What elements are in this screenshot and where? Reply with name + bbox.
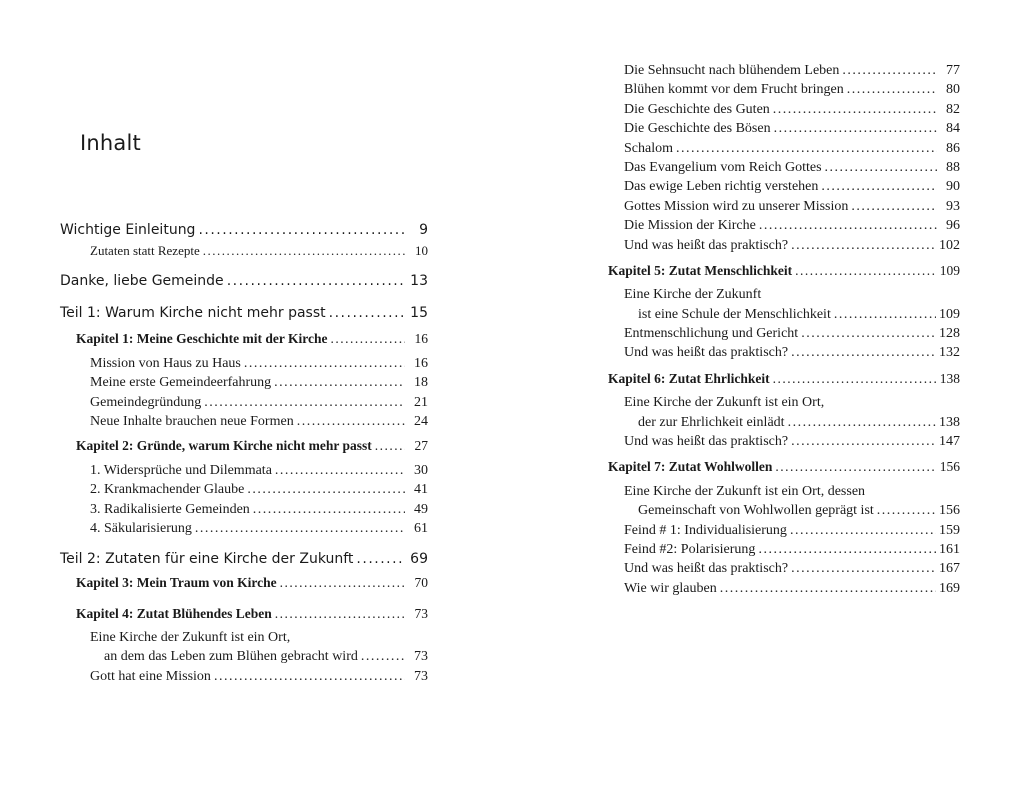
toc-entry [60, 667, 428, 686]
dot-leader [791, 559, 936, 578]
toc-entry-title: Kapitel 3: Mein Traum von Kirche [76, 575, 277, 591]
toc-page-number: 90 [946, 179, 960, 195]
toc-entry [608, 413, 960, 432]
toc-entry-title: Gemeinschaft von Wohlwollen geprägt ist [638, 503, 874, 519]
toc-page-number: 167 [939, 561, 960, 577]
toc-chapter-entry [608, 457, 960, 476]
toc-entry [608, 216, 960, 235]
dot-leader [375, 436, 405, 455]
toc-chapter-entry [60, 329, 428, 348]
toc-entry-title: Kapitel 1: Meine Geschichte mit der Kirche [76, 331, 328, 347]
toc-chapter-entry [608, 261, 960, 280]
toc-page-number: 159 [939, 522, 960, 538]
dot-leader [330, 329, 405, 348]
toc-entry-title: 1. Widersprüche und Dilemmata [90, 462, 272, 478]
toc-entry [608, 61, 960, 80]
toc-entry-title: an dem das Leben zum Blühen gebracht wird [104, 649, 358, 665]
dot-leader [773, 100, 937, 119]
toc-entry [608, 305, 960, 324]
toc-page-number: 102 [939, 237, 960, 253]
dot-leader [214, 667, 405, 686]
dot-leader [877, 501, 936, 520]
toc-page-number: 138 [939, 414, 960, 430]
toc-entry-title: Und was heißt das praktisch? [624, 434, 789, 450]
toc-page-number: 109 [939, 306, 960, 322]
toc-entry-title: Die Geschichte des Guten [624, 101, 770, 117]
dot-leader [825, 158, 937, 177]
toc-part-entry [60, 270, 428, 292]
toc-entry [608, 579, 960, 598]
toc-page-number: 109 [939, 262, 960, 278]
toc-entry [60, 373, 428, 392]
toc-part-entry [60, 219, 428, 241]
toc-left-column [60, 219, 428, 686]
toc-entry-title: Die Sehnsucht nach blühendem Leben [624, 63, 840, 78]
dot-leader [791, 236, 936, 255]
toc-entry-title: Teil 2: Zutaten für eine Kirche der Zukunft [60, 551, 354, 568]
toc-entry [608, 236, 960, 255]
toc-page-number: 15 [410, 305, 428, 322]
dot-leader [758, 540, 936, 559]
toc-page-number: 86 [946, 140, 960, 156]
toc-entry-title: Und was heißt das praktisch? [624, 237, 789, 253]
toc-entry [608, 197, 960, 216]
toc-entry-title: 3. Radikalisierte Gemeinden [90, 501, 250, 517]
toc-page-number: 30 [414, 462, 428, 478]
toc-entry [608, 521, 960, 540]
toc-page-number: 169 [939, 580, 960, 596]
toc-page-number: 73 [414, 668, 428, 684]
toc-page-number: 73 [414, 649, 428, 665]
dot-leader [203, 241, 405, 260]
dot-leader [361, 647, 405, 666]
dot-leader [775, 457, 936, 476]
toc-chapter-entry [60, 604, 428, 623]
toc-page-number: 69 [410, 551, 428, 568]
toc-chapter-entry [60, 436, 428, 455]
toc-entry-title: Entmenschlichung und Gericht [624, 326, 799, 342]
toc-entry [608, 80, 960, 99]
toc-entry [60, 393, 428, 412]
toc-entry-title: Die Mission der Kirche [624, 218, 756, 234]
dot-leader [842, 61, 937, 80]
toc-entry-title: Mission von Haus zu Haus [90, 355, 241, 371]
dot-leader [773, 369, 937, 388]
toc-page-number: 84 [946, 121, 960, 137]
dot-leader [821, 177, 937, 196]
toc-entry [60, 500, 428, 519]
toc-entry-title: Kapitel 4: Zutat Blühendes Leben [76, 605, 272, 621]
toc-entry [60, 354, 428, 373]
toc-chapter-entry [608, 369, 960, 388]
dot-leader [356, 548, 405, 570]
toc-entry-title: Zutaten statt Rezepte [90, 243, 200, 258]
toc-page-number: 41 [414, 482, 428, 498]
toc-entry-title: Danke, liebe Gemeinde [60, 273, 224, 290]
toc-entry-title: Blühen kommt vor dem Frucht bringen [624, 82, 844, 98]
toc-entry-title: Wie wir glauben [624, 580, 717, 596]
toc-entry-title: Feind # 1: Individualisierung [624, 522, 787, 538]
toc-page-number: 70 [414, 575, 428, 591]
toc-entry [608, 100, 960, 119]
toc-entry [608, 158, 960, 177]
toc-entry-title: Das ewige Leben richtig verstehen [624, 179, 819, 195]
toc-page-number: 77 [946, 63, 960, 78]
toc-entry-title: 2. Krankmachender Glaube [90, 482, 245, 498]
toc-part-entry [60, 548, 428, 570]
toc-page-number: 128 [939, 326, 960, 342]
toc-page-number: 132 [939, 345, 960, 361]
toc-entry [60, 519, 428, 538]
dot-leader [720, 579, 936, 598]
dot-leader [759, 216, 937, 235]
toc-page-number: 16 [414, 355, 428, 371]
dot-leader [851, 197, 937, 216]
dot-leader [253, 500, 405, 519]
dot-leader [834, 305, 936, 324]
toc-entry-title: Das Evangelium vom Reich Gottes [624, 159, 822, 175]
toc-page-number: 73 [414, 605, 428, 621]
dot-leader [275, 604, 405, 623]
toc-entry-title: Gott hat eine Mission [90, 668, 211, 684]
toc-entry-title: Und was heißt das praktisch? [624, 345, 789, 361]
toc-entry-title: Meine erste Gemeindeerfahrung [90, 375, 272, 391]
toc-entry [608, 343, 960, 362]
toc-page-number: 18 [414, 375, 428, 391]
toc-entry-title: Die Geschichte des Bösen [624, 121, 771, 137]
toc-page-number: 16 [414, 331, 428, 347]
toc-right-column [608, 61, 960, 598]
toc-entry-title: 4. Säkularisierung [90, 520, 192, 536]
dot-leader [801, 324, 936, 343]
toc-entry-title: ist eine Schule der Menschlichkeit [638, 306, 831, 322]
toc-entry [608, 119, 960, 138]
toc-entry-text: Eine Kirche der Zukunft ist ein Ort, [90, 630, 291, 646]
toc-page-number: 61 [414, 520, 428, 536]
toc-part-entry [60, 302, 428, 324]
toc-chapter-entry [60, 573, 428, 592]
toc-page-number: 9 [419, 222, 428, 238]
dot-leader [774, 119, 937, 138]
page-title: Inhalt [80, 131, 141, 155]
dot-leader [195, 519, 405, 538]
dot-leader [244, 354, 405, 373]
dot-leader [847, 80, 937, 99]
toc-entry-title: Kapitel 7: Zutat Wohlwollen [608, 459, 773, 475]
toc-entry-title: Neue Inhalte brauchen neue Formen [90, 413, 294, 429]
dot-leader [791, 432, 936, 451]
toc-entry-title: Wichtige Einleitung [60, 222, 196, 238]
toc-entry [60, 241, 428, 260]
toc-page-number: 96 [946, 218, 960, 234]
toc-entry [60, 412, 428, 431]
toc-page-number: 13 [410, 273, 428, 290]
toc-page-number: 93 [946, 198, 960, 214]
toc-entry-title: Teil 1: Warum Kirche nicht mehr passt [60, 305, 326, 322]
dot-leader [280, 573, 405, 592]
toc-page-number: 147 [939, 434, 960, 450]
toc-entry-title: Gemeindegründung [90, 394, 202, 410]
dot-leader [791, 343, 936, 362]
toc-page-number: 27 [414, 438, 428, 454]
toc-page-number: 156 [939, 459, 960, 475]
toc-entry-title: Kapitel 6: Zutat Ehrlichkeit [608, 370, 770, 386]
toc-page-number: 138 [939, 370, 960, 386]
toc-page-number: 24 [414, 413, 428, 429]
toc-page-number: 49 [414, 501, 428, 517]
toc-entry [608, 139, 960, 158]
toc-page-number: 82 [946, 101, 960, 117]
dot-leader [275, 461, 405, 480]
dot-leader [204, 393, 405, 412]
dot-leader [790, 521, 936, 540]
toc-entry-title: Und was heißt das praktisch? [624, 561, 789, 577]
dot-leader [795, 261, 937, 280]
toc-entry [60, 647, 428, 666]
toc-entry [608, 501, 960, 520]
toc-page-number: 10 [415, 243, 428, 258]
toc-entry [608, 432, 960, 451]
dot-leader [676, 139, 937, 158]
toc-entry-title: Feind #2: Polarisierung [624, 541, 756, 557]
toc-page-number: 156 [939, 503, 960, 519]
toc-entry-title: der zur Ehrlichkeit einlädt [638, 414, 785, 430]
toc-entry-title: Kapitel 2: Gründe, warum Kirche nicht mehr passt [76, 438, 372, 454]
toc-entry [608, 324, 960, 343]
dot-leader [227, 270, 405, 292]
dot-leader [297, 412, 405, 431]
dot-leader [788, 413, 936, 432]
toc-entry-title: Gottes Mission wird zu unserer Mission [624, 198, 849, 214]
toc-entry [608, 559, 960, 578]
toc-entry-text: Eine Kirche der Zukunft ist ein Ort, [624, 395, 825, 411]
toc-entry [60, 480, 428, 499]
toc-page-number: 80 [946, 82, 960, 98]
toc-entry [608, 540, 960, 559]
dot-leader [274, 373, 405, 392]
toc-entry [608, 177, 960, 196]
dot-leader [247, 480, 405, 499]
toc-entry-text: Eine Kirche der Zukunft ist ein Ort, dessen [624, 483, 866, 499]
dot-leader [198, 219, 405, 241]
toc-entry-title: Schalom [624, 140, 673, 156]
toc-page-number: 161 [939, 541, 960, 557]
toc-entry [60, 461, 428, 480]
dot-leader [329, 302, 405, 324]
toc-entry-text: Eine Kirche der Zukunft [624, 287, 762, 303]
toc-entry-title: Kapitel 5: Zutat Menschlichkeit [608, 262, 793, 278]
toc-page-number: 21 [414, 394, 428, 410]
toc-page-number: 88 [946, 159, 960, 175]
